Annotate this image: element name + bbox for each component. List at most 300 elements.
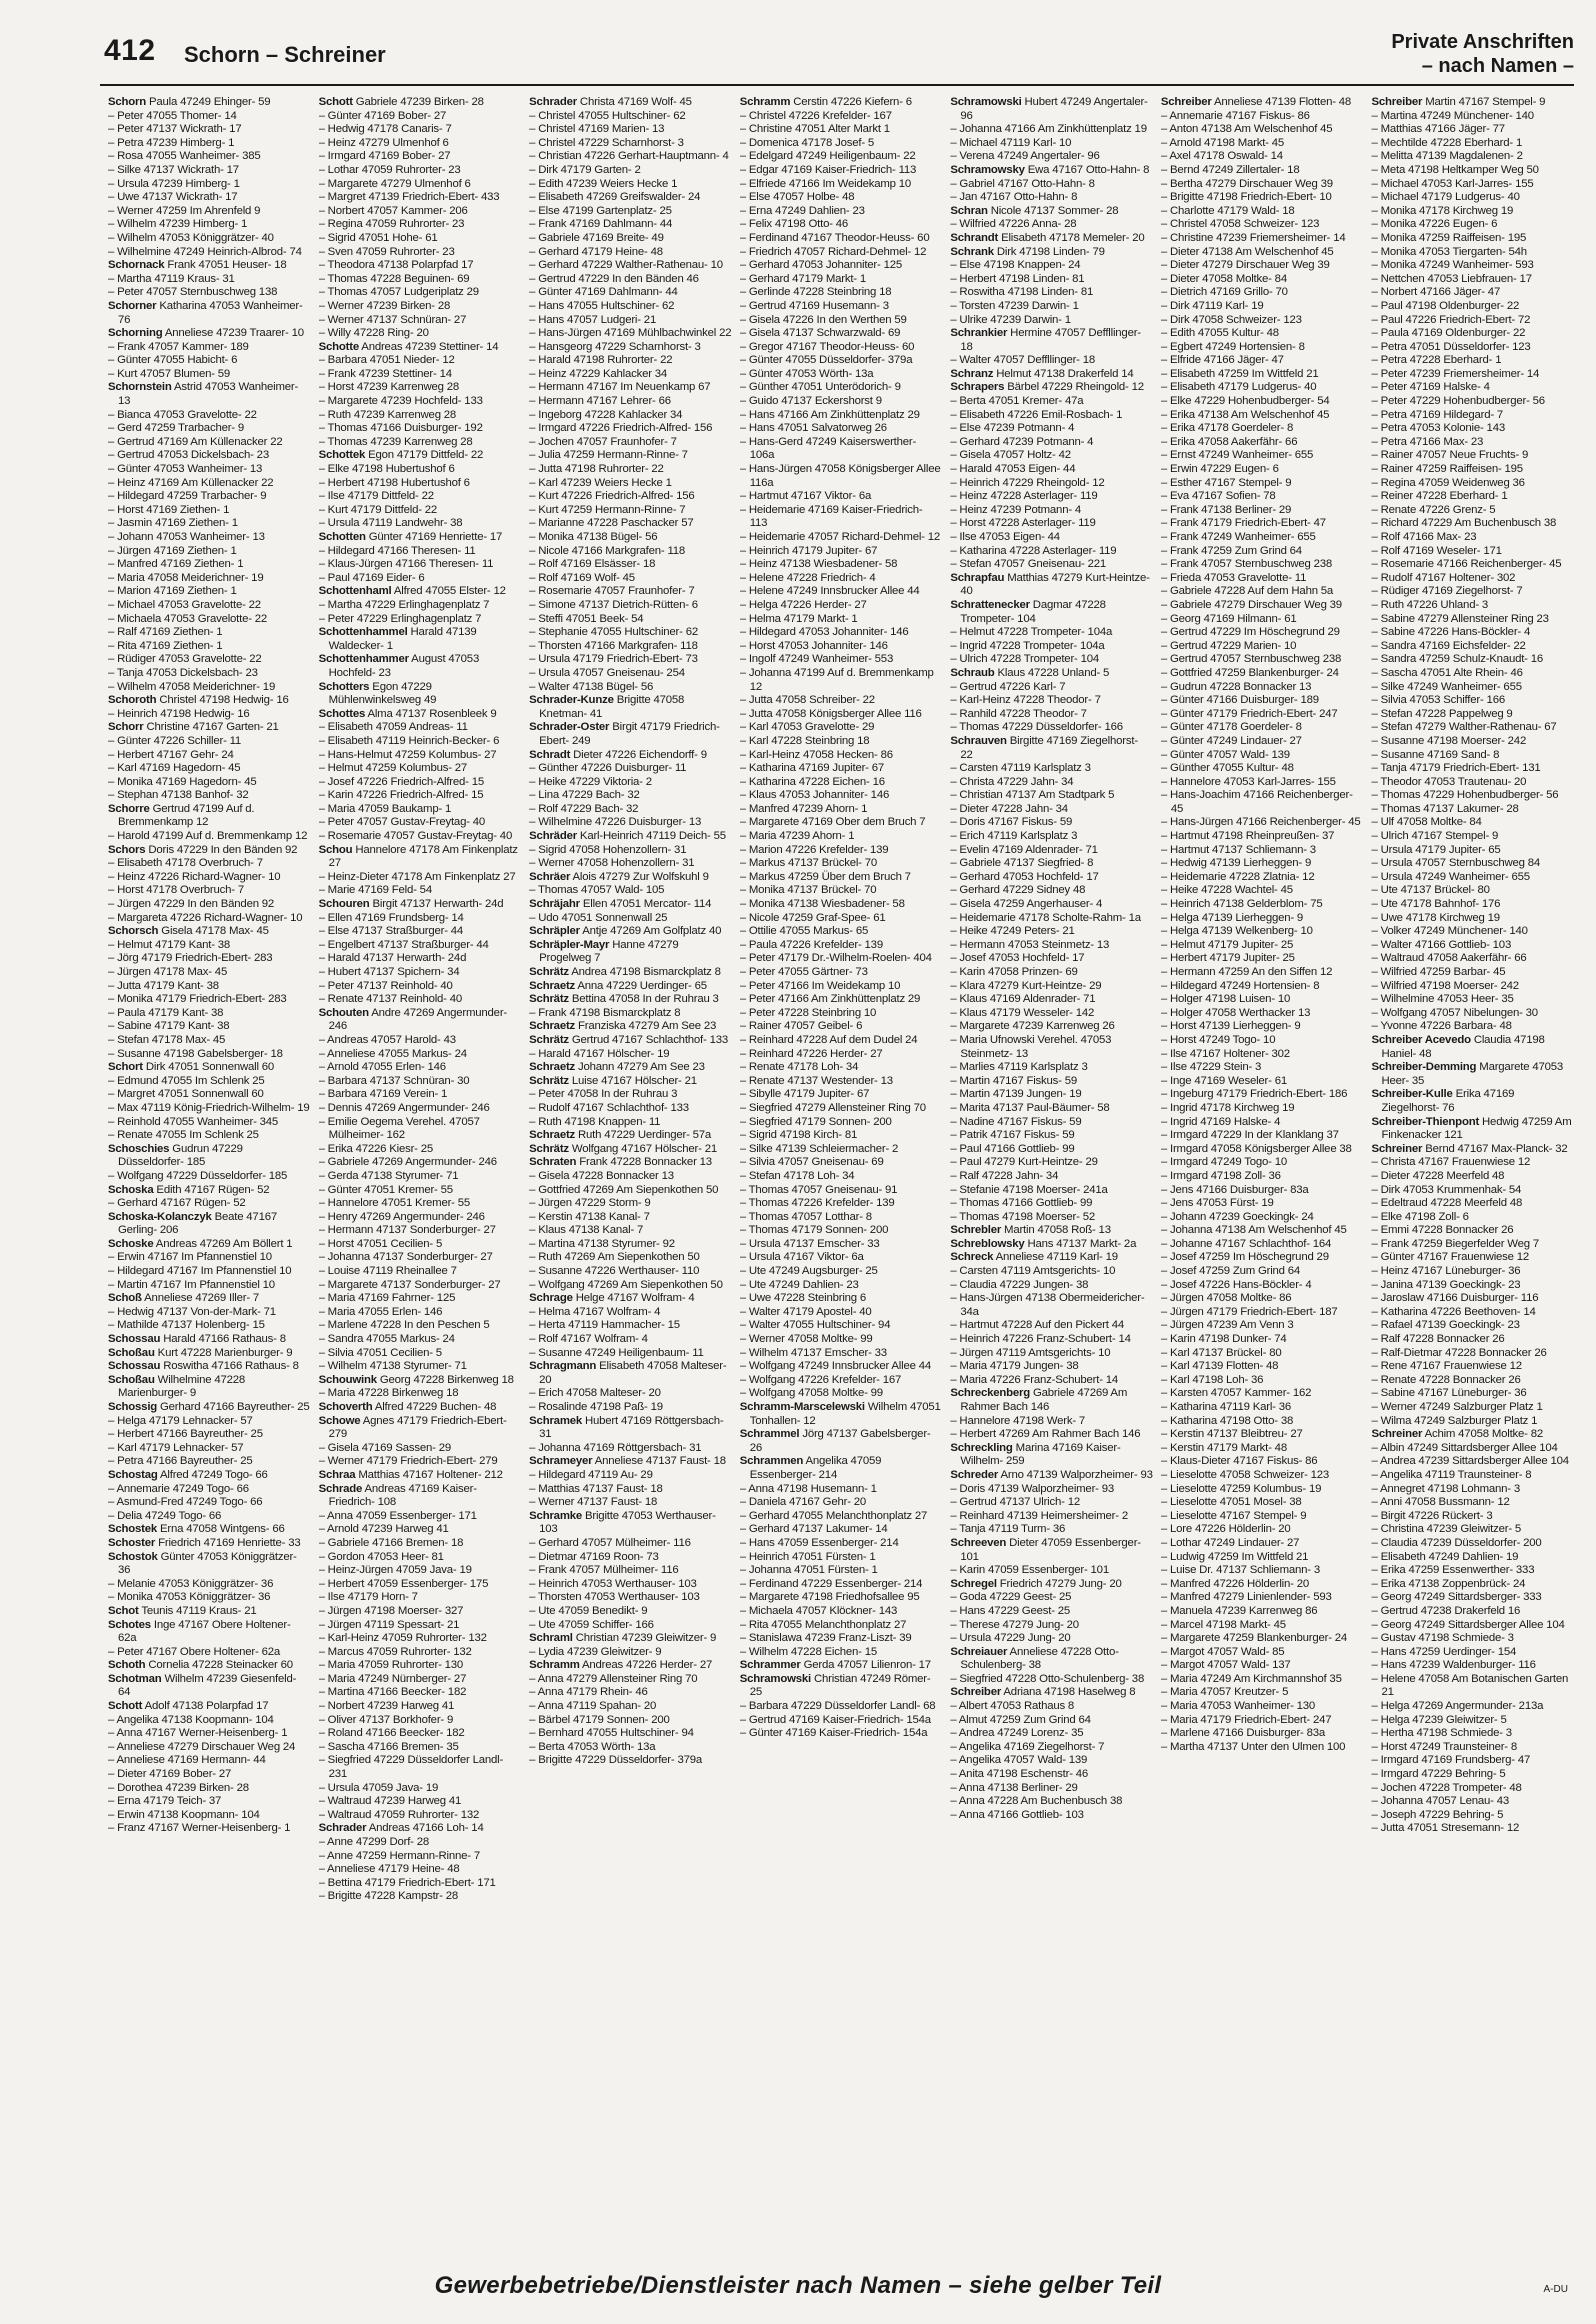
directory-entry <box>319 517 522 531</box>
directory-entry <box>108 640 311 654</box>
entry-details: – Edmund 47055 Im Schlenk 25 <box>108 1074 265 1087</box>
entry-details: – Siegfried 47229 Düsseldorfer Landl- 231 <box>318 1754 504 1781</box>
entry-details: – Helma 47167 Wolfram- 4 <box>529 1305 661 1318</box>
directory-entry <box>529 816 732 830</box>
entry-details: – Matthias 47166 Jäger- 77 <box>1371 123 1505 136</box>
directory-entry <box>108 517 311 531</box>
entry-details: Gertrud 47199 Auf d. Bremmenkamp 12 <box>118 802 255 829</box>
directory-entry <box>319 1700 522 1714</box>
entry-details: – Ingrid 47169 Halske- 4 <box>1160 1115 1281 1128</box>
entry-details: Doris 47229 In den Bänden 92 <box>148 843 298 856</box>
entry-surname: Schostok <box>108 1550 158 1563</box>
directory-entry <box>1161 314 1364 328</box>
directory-entry <box>1161 1700 1364 1714</box>
entry-details: – Herbert 47269 Am Rahmer Bach 146 <box>950 1428 1141 1441</box>
directory-entry <box>740 123 943 137</box>
directory-entry <box>740 409 943 423</box>
directory-entry <box>1161 1578 1364 1592</box>
entry-details: – Werner 47137 Faust- 18 <box>529 1496 658 1509</box>
directory-entry <box>529 694 732 721</box>
directory-entry <box>529 123 732 137</box>
directory-entry <box>950 735 1153 762</box>
entry-details: – Peter 47055 Thomer- 14 <box>108 109 237 122</box>
directory-entry <box>319 1741 522 1755</box>
entry-details: – Margret 47051 Sonnenwall 60 <box>108 1088 264 1101</box>
entry-details: – Margarete 47239 Karrenweg 26 <box>950 1020 1115 1033</box>
directory-entry <box>740 1428 943 1455</box>
directory-entry <box>950 1605 1153 1619</box>
entry-details: – Elisabeth 47249 Dahlien- 19 <box>1371 1550 1519 1563</box>
entry-details: – Yvonne 47226 Barbara- 48 <box>1371 1020 1512 1033</box>
entry-details: – Reinhold 47055 Wanheimer- 345 <box>108 1115 279 1128</box>
entry-details: – Steffi 47051 Beek- 54 <box>529 612 644 625</box>
entry-details: – Anna 47059 Essenberger- 171 <box>318 1509 477 1522</box>
entry-details: – Klaus 47169 Aldenrader- 71 <box>950 993 1096 1006</box>
entry-details: – Janina 47139 Goeckingk- 23 <box>1371 1278 1521 1291</box>
entry-details: – Lieselotte 47051 Mosel- 38 <box>1160 1496 1302 1509</box>
entry-details: – Ralf 47169 Ziethen- 1 <box>108 626 223 639</box>
directory-entry <box>1371 1591 1574 1605</box>
entry-details: – Katharina 47198 Otto- 38 <box>1160 1414 1294 1427</box>
directory-entry <box>740 1401 943 1428</box>
directory-entry <box>1161 286 1364 300</box>
directory-entry <box>319 952 522 966</box>
directory-entry <box>950 1523 1153 1537</box>
entry-details: – Gertrud 47229 Im Höschegrund 29 <box>1160 626 1340 639</box>
directory-entry <box>319 1686 522 1700</box>
directory-entry <box>108 381 311 408</box>
entry-details: – Johanna 47199 Auf d. Bremmenkamp 12 <box>739 666 934 693</box>
entry-details: – Erich 47119 Karlsplatz 3 <box>950 830 1078 843</box>
entry-details: Anneliese 47269 Iller- 7 <box>144 1292 260 1305</box>
directory-entry <box>1161 205 1364 219</box>
directory-entry <box>950 898 1153 912</box>
entry-details: – Lieselotte 47167 Stempel- 9 <box>1160 1509 1307 1522</box>
entry-details: – Barbara 47137 Schnüran- 30 <box>318 1074 470 1087</box>
entry-details: – Georg 47249 Sittardsberger- 333 <box>1371 1591 1542 1604</box>
entry-details: – Horst 47053 Johanniter- 146 <box>739 639 888 652</box>
entry-details: – Stefan 47178 Max- 45 <box>108 1033 226 1046</box>
entry-details: – Monika 47138 Bügel- 56 <box>529 531 658 543</box>
directory-entry <box>529 1156 732 1170</box>
directory-entry <box>319 191 522 205</box>
directory-entry <box>740 1088 943 1102</box>
entry-details: – Johann 47239 Goeckingk- 24 <box>1160 1210 1314 1223</box>
directory-entry <box>740 178 943 192</box>
directory-entry <box>108 1727 311 1741</box>
directory-entry <box>1371 1156 1574 1170</box>
directory-entry <box>529 1170 732 1184</box>
section-title-line-2: – nach Namen – <box>1421 55 1574 77</box>
entry-details: – Maria 47249 Nürnberger- 27 <box>318 1672 467 1685</box>
entry-details: – Dirk 47058 Schweizer- 123 <box>1160 313 1302 326</box>
entry-details: – Regina 47059 Weidenweg 36 <box>1371 476 1525 489</box>
directory-entry <box>319 1727 522 1741</box>
directory-entry <box>740 1224 943 1238</box>
entry-surname: Schrapfau <box>950 571 1005 584</box>
directory-entry <box>1371 164 1574 178</box>
directory-entry <box>319 354 522 368</box>
entry-details: – Werner 47058 Moltke- 99 <box>739 1333 873 1346</box>
directory-entry <box>1161 830 1364 844</box>
entry-surname: Schoß <box>108 1292 142 1305</box>
directory-entry <box>950 1741 1153 1755</box>
entry-details: – Rafael 47139 Goeckingk- 23 <box>1371 1319 1520 1332</box>
entry-details: – Edeltraud 47228 Meerfeld 48 <box>1371 1197 1523 1210</box>
entry-details: – Irmgard 47198 Zoll- 36 <box>1160 1169 1281 1182</box>
entry-details: – Hildegard 47249 Hortensien- 8 <box>1160 979 1320 992</box>
directory-entry <box>108 1333 311 1347</box>
directory-entry <box>529 1279 732 1293</box>
entry-details: – Peter 47166 Im Weidekamp 10 <box>739 979 901 992</box>
entry-details: – Anne 47299 Dorf- 28 <box>318 1836 430 1848</box>
entry-details: – Frank 47259 Zum Grind 64 <box>1160 544 1302 557</box>
directory-entry <box>529 164 732 178</box>
directory-entry <box>108 1360 311 1374</box>
directory-entry <box>108 232 311 246</box>
entry-details: – Gabriele 47279 Dirschauer Weg 39 <box>1160 598 1342 611</box>
directory-entry <box>1161 1401 1364 1415</box>
directory-entry <box>1371 273 1574 287</box>
entry-details: – Gabriele 47228 Auf dem Hahn 5a <box>1160 585 1334 598</box>
entry-details: – Renate 47137 Westender- 13 <box>739 1074 893 1087</box>
entry-details: – Johanna 47138 Am Welschenhof 45 <box>1160 1224 1347 1237</box>
entry-details: – Hartmut 47137 Schliemann- 3 <box>1160 843 1316 856</box>
entry-details: – Hermann 47053 Steinmetz- 13 <box>950 938 1110 951</box>
entry-details: – Monika 47226 Eugen- 6 <box>1371 218 1498 231</box>
entry-details: Dirk 47198 Linden- 79 <box>996 245 1105 258</box>
directory-entry <box>1371 1387 1574 1401</box>
entry-details: – Hildegard 47166 Theresen- 11 <box>318 544 476 557</box>
directory-entry <box>1161 1007 1364 1021</box>
directory-entry <box>950 1496 1153 1510</box>
directory-entry <box>740 721 943 735</box>
entry-details: – Manfred 47169 Ziethen- 1 <box>108 558 244 571</box>
entry-details: – Hannelore 47051 Kremer- 55 <box>318 1197 471 1210</box>
directory-entry <box>319 1578 522 1592</box>
entry-details: – Heinz 47169 Am Küllenacker 22 <box>108 476 274 489</box>
entry-details: – Karl 47198 Loh- 36 <box>1160 1373 1264 1386</box>
entry-details: Günter 47053 Königgrätzer- 36 <box>118 1550 297 1577</box>
directory-entry <box>1371 952 1574 966</box>
entry-details: – Gerhard 47179 Markt- 1 <box>739 272 866 285</box>
directory-entry <box>1161 898 1364 912</box>
entry-surname: Schreckenberg <box>950 1387 1031 1400</box>
directory-entry <box>108 939 311 953</box>
directory-entry <box>319 1646 522 1660</box>
directory-entry <box>1371 776 1574 790</box>
entry-details: – Erwin 47167 Im Pfannenstiel 10 <box>108 1251 272 1264</box>
directory-entry <box>740 422 943 436</box>
directory-entry <box>319 259 522 273</box>
entry-details: – Wilfried 47226 Anna- 28 <box>950 218 1077 231</box>
directory-entry <box>319 1238 522 1252</box>
directory-entry <box>1371 1020 1574 1034</box>
entry-details: Adriana 47198 Haselweg 8 <box>1003 1686 1136 1699</box>
directory-entry <box>319 1455 522 1469</box>
entry-details: – Gerhard 47229 Walther-Rathenau- 10 <box>529 259 723 272</box>
directory-entry <box>108 273 311 287</box>
entry-details: – Wilhelmine 47249 Heinrich-Albrod- 74 <box>108 245 302 258</box>
entry-details: – Jürgen 47119 Amtsgerichts- 10 <box>950 1346 1111 1359</box>
entry-details: Martin 47058 Roß- 13 <box>1004 1224 1111 1237</box>
directory-entry <box>319 123 522 137</box>
directory-entry <box>1161 735 1364 749</box>
directory-entry <box>319 1619 522 1633</box>
directory-entry <box>319 1564 522 1578</box>
directory-entry <box>740 925 943 939</box>
directory-entry <box>108 1537 311 1551</box>
entry-details: – Lydia 47239 Gleiwitzer- 9 <box>529 1645 662 1658</box>
directory-entry <box>1161 1102 1364 1116</box>
directory-entry <box>1371 966 1574 980</box>
directory-entry <box>529 218 732 232</box>
directory-entry <box>1371 762 1574 776</box>
entry-details: – Doris 47167 Fiskus- 59 <box>950 816 1073 829</box>
directory-entry <box>1161 463 1364 477</box>
entry-details: – Dieter 47228 Meerfeld 48 <box>1371 1169 1505 1182</box>
entry-details: – Margarete 47279 Ulmenhof 6 <box>318 177 471 190</box>
directory-entry <box>950 232 1153 246</box>
entry-surname: Schräjahr <box>529 898 580 911</box>
entry-details: – Charlotte 47179 Wald- 18 <box>1160 204 1295 217</box>
directory-entry <box>740 504 943 531</box>
directory-entry <box>1371 1523 1574 1537</box>
directory-entry <box>1371 1619 1574 1633</box>
directory-entry <box>108 327 311 341</box>
entry-details: Gabriele 47269 Am Rahmer Bach 146 <box>960 1387 1128 1413</box>
directory-entry <box>529 1306 732 1320</box>
entry-details: – Marlies 47119 Karlsplatz 3 <box>950 1061 1088 1074</box>
entry-surname: Schrammer <box>739 1659 801 1672</box>
entry-details: – Therese 47279 Jung- 20 <box>950 1618 1079 1631</box>
directory-entry <box>1371 1374 1574 1388</box>
directory-entry <box>529 1483 732 1497</box>
entry-details: – Monika 47053 Königgrätzer- 36 <box>108 1591 271 1604</box>
directory-entry <box>1161 1184 1364 1198</box>
entry-details: – Ursula 47229 Jung- 20 <box>950 1632 1071 1645</box>
directory-entry <box>1371 844 1574 858</box>
entry-details: – Markus 47259 Über dem Bruch 7 <box>739 870 911 883</box>
entry-surname: Schornstein <box>108 381 172 394</box>
directory-entry <box>319 1197 522 1211</box>
entry-details: – Rosa 47055 Wanheimer- 385 <box>108 150 261 163</box>
entry-details: – Karl-Heinz 47059 Ruhrorter- 132 <box>318 1632 487 1645</box>
directory-entry <box>529 1442 732 1456</box>
entry-details: – Theodor 47053 Trautenau- 20 <box>1371 775 1527 788</box>
directory-entry <box>1161 1306 1364 1320</box>
directory-entry <box>1371 1646 1574 1660</box>
directory-entry <box>108 341 311 355</box>
entry-details: – Barbara 47051 Nieder- 12 <box>318 354 455 367</box>
entry-details: – Harald 47198 Ruhrorter- 22 <box>529 354 673 367</box>
entry-details: – Horst 47178 Overbruch- 7 <box>108 884 244 897</box>
directory-entry <box>740 381 943 395</box>
entry-details: – Luise Dr. 47137 Schliemann- 3 <box>1160 1564 1320 1577</box>
directory-entry <box>319 137 522 151</box>
entry-details: – Karl 47239 Weiers Hecke 1 <box>529 476 672 489</box>
entry-details: – Jürgen 47198 Moerser- 327 <box>318 1604 464 1617</box>
entry-details: – Elisabeth 47269 Greifswalder- 24 <box>529 191 701 204</box>
entry-details: – Karl 47137 Brückel- 80 <box>1160 1346 1282 1359</box>
entry-details: Franziska 47279 Am See 23 <box>578 1020 717 1033</box>
entry-surname: Schreeven <box>950 1536 1007 1549</box>
directory-entry <box>740 1374 943 1388</box>
entry-details: – Günter 47055 Düsseldorfer- 379a <box>739 354 913 367</box>
directory-entry <box>950 137 1153 151</box>
entry-surname: Schrank <box>950 245 994 258</box>
entry-details: – Irmgard 47058 Königsberger Allee 38 <box>1160 1142 1352 1155</box>
entry-details: – Martin 47167 Fiskus- 59 <box>950 1074 1078 1087</box>
entry-details: – Thomas 47228 Beguinen- 69 <box>318 272 470 285</box>
entry-details: – Hans 47059 Essenberger- 214 <box>739 1536 899 1549</box>
directory-entry <box>108 762 311 776</box>
directory-entry <box>950 653 1153 667</box>
entry-details: – Wilfried 47198 Moerser- 242 <box>1371 979 1519 992</box>
directory-entry <box>1371 1782 1574 1796</box>
directory-entry <box>319 993 522 1007</box>
directory-entry <box>1161 980 1364 994</box>
directory-entry <box>108 477 311 491</box>
entry-details: – Ferdinand 47229 Essenberger- 214 <box>739 1577 923 1590</box>
entry-details: – Thomas 47057 Wald- 105 <box>529 884 665 897</box>
entry-details: – Paula 47179 Kant- 38 <box>108 1006 224 1019</box>
directory-entry <box>319 803 522 817</box>
entry-details: – Maria 47058 Meiderichner- 19 <box>108 571 264 584</box>
directory-entry <box>529 1646 732 1660</box>
entry-details: – Jürgen 47178 Max- 45 <box>108 966 228 978</box>
directory-entry <box>529 558 732 572</box>
entry-details: – Stefan 47228 Pappelweg 9 <box>1371 707 1513 720</box>
directory-entry <box>950 558 1153 572</box>
entry-details: – Klaus 47053 Johanniter- 146 <box>739 789 890 802</box>
directory-entry <box>319 1347 522 1361</box>
entry-details: – Erika 47178 Goerdeler- 8 <box>1160 422 1294 435</box>
directory-entry <box>529 232 732 246</box>
directory-entry <box>108 1088 311 1102</box>
entry-details: – Peter 47167 Obere Holtener- 62a <box>108 1645 280 1658</box>
entry-details: – Walter 47138 Bügel- 56 <box>529 680 654 693</box>
directory-entry <box>108 504 311 518</box>
directory-entry <box>319 300 522 314</box>
entry-details: – Thomas 47057 Gneisenau- 91 <box>739 1183 898 1196</box>
entry-surname: Schossau <box>108 1360 161 1373</box>
directory-entry <box>529 1619 732 1633</box>
entry-details: Hermine 47057 Deffllinger- 18 <box>960 327 1141 353</box>
directory-entry <box>529 314 732 328</box>
entry-details: – Thomas 47166 Duisburger- 192 <box>318 422 483 435</box>
entry-details: Cerstin 47226 Kiefern- 6 <box>793 96 912 108</box>
entry-details: – Waltraud 47059 Ruhrorter- 132 <box>318 1808 480 1821</box>
entry-details: – Klaus 47179 Wesseler- 142 <box>950 1006 1095 1019</box>
directory-entry <box>1161 1197 1364 1211</box>
directory-entry <box>1161 640 1364 654</box>
entry-details: – Hans-Helmut 47259 Kolumbus- 27 <box>318 748 497 761</box>
directory-entry <box>108 1102 311 1116</box>
directory-entry <box>1371 123 1574 137</box>
directory-entry <box>740 368 943 382</box>
directory-entry <box>1371 1238 1574 1252</box>
entry-surname: Schouwink <box>318 1373 377 1386</box>
header-rule <box>100 84 1574 86</box>
directory-entry <box>319 286 522 300</box>
entry-details: – Kurt 47226 Friedrich-Alfred- 156 <box>529 490 695 503</box>
directory-entry <box>319 1170 522 1184</box>
directory-entry <box>1371 1714 1574 1728</box>
entry-details: Dieter 47059 Essenberger- 101 <box>960 1536 1141 1563</box>
directory-entry <box>1161 1673 1364 1687</box>
entry-details: – Lieselotte 47259 Kolumbus- 19 <box>1160 1482 1322 1495</box>
entry-details: – Evelin 47169 Aldenrader- 71 <box>950 843 1098 856</box>
directory-entry <box>1161 1088 1364 1102</box>
directory-entry <box>950 436 1153 450</box>
directory-entry <box>950 300 1153 314</box>
entry-details: – Uwe 47178 Kirchweg 19 <box>1371 911 1500 924</box>
directory-entry <box>1371 980 1574 994</box>
directory-entry <box>950 1714 1153 1728</box>
directory-entry <box>1371 1319 1574 1333</box>
directory-entry <box>529 1455 732 1469</box>
entry-details: Gisela 47178 Max- 45 <box>161 925 269 938</box>
entry-details: – Ute 47059 Benedikt- 9 <box>529 1604 648 1617</box>
directory-entry <box>1161 884 1364 898</box>
entry-details: – Hansgeorg 47229 Scharnhorst- 3 <box>529 340 701 353</box>
directory-entry <box>529 1034 732 1048</box>
entry-details: – Martina 47138 Styrumer- 92 <box>529 1237 675 1250</box>
directory-entry <box>740 1496 943 1510</box>
directory-entry <box>108 545 311 559</box>
entry-details: – Erwin 47229 Eugen- 6 <box>1160 463 1279 476</box>
entry-details: – Ilse 47167 Holtener- 302 <box>1160 1047 1290 1060</box>
entry-surname: Schorr <box>108 721 144 734</box>
directory-entry <box>319 1061 522 1075</box>
directory-entry <box>1371 1007 1574 1021</box>
directory-entry <box>1371 259 1574 273</box>
directory-entry <box>319 477 522 491</box>
directory-entry <box>1161 613 1364 627</box>
entry-details: – Christel 47229 Scharnhorst- 3 <box>529 136 684 149</box>
entry-details: – Thomas 47057 Lotthar- 8 <box>739 1210 872 1223</box>
directory-entry <box>319 681 522 708</box>
directory-entry <box>1161 762 1364 776</box>
entry-surname: Schorner <box>108 299 157 312</box>
entry-details: – Hildegard 47119 Au- 29 <box>529 1468 653 1481</box>
directory-entry <box>529 178 732 192</box>
entry-surname: Schraten <box>529 1156 577 1169</box>
directory-entry <box>1161 1741 1364 1755</box>
entry-details: – Thomas 47179 Sonnen- 200 <box>739 1224 889 1237</box>
entry-details: – Georg 47249 Sittardsberger Allee 104 <box>1371 1618 1565 1631</box>
directory-entry <box>529 966 732 980</box>
entry-details: Teunis 47119 Kraus- 21 <box>141 1604 257 1617</box>
entry-details: – Gerhard 47167 Rügen- 52 <box>108 1197 246 1210</box>
entry-details: – Else 47198 Knappen- 24 <box>950 259 1081 272</box>
entry-details: – Johanna 47051 Fürsten- 1 <box>739 1564 878 1577</box>
entry-details: – Gertrud 47053 Dickelsbach- 23 <box>108 449 269 462</box>
entry-surname: Schors <box>108 843 146 856</box>
directory-entry <box>950 1646 1153 1673</box>
directory-entry <box>950 1415 1153 1429</box>
entry-details: – Sabine 47279 Allensteiner Ring 23 <box>1371 612 1549 625</box>
entry-details: – Gottfried 47259 Blankenburger- 24 <box>1160 666 1339 679</box>
directory-entry <box>950 1754 1153 1768</box>
entry-details: – Heinz 47226 Richard-Wagner- 10 <box>108 870 281 883</box>
directory-entry <box>319 1809 522 1823</box>
directory-entry <box>740 1292 943 1306</box>
entry-details: – Ursula 47179 Jupiter- 65 <box>1371 843 1501 856</box>
entry-surname: Schreiner <box>1371 1142 1423 1155</box>
entry-details: – Dieter 47058 Moltke- 84 <box>1160 272 1287 285</box>
